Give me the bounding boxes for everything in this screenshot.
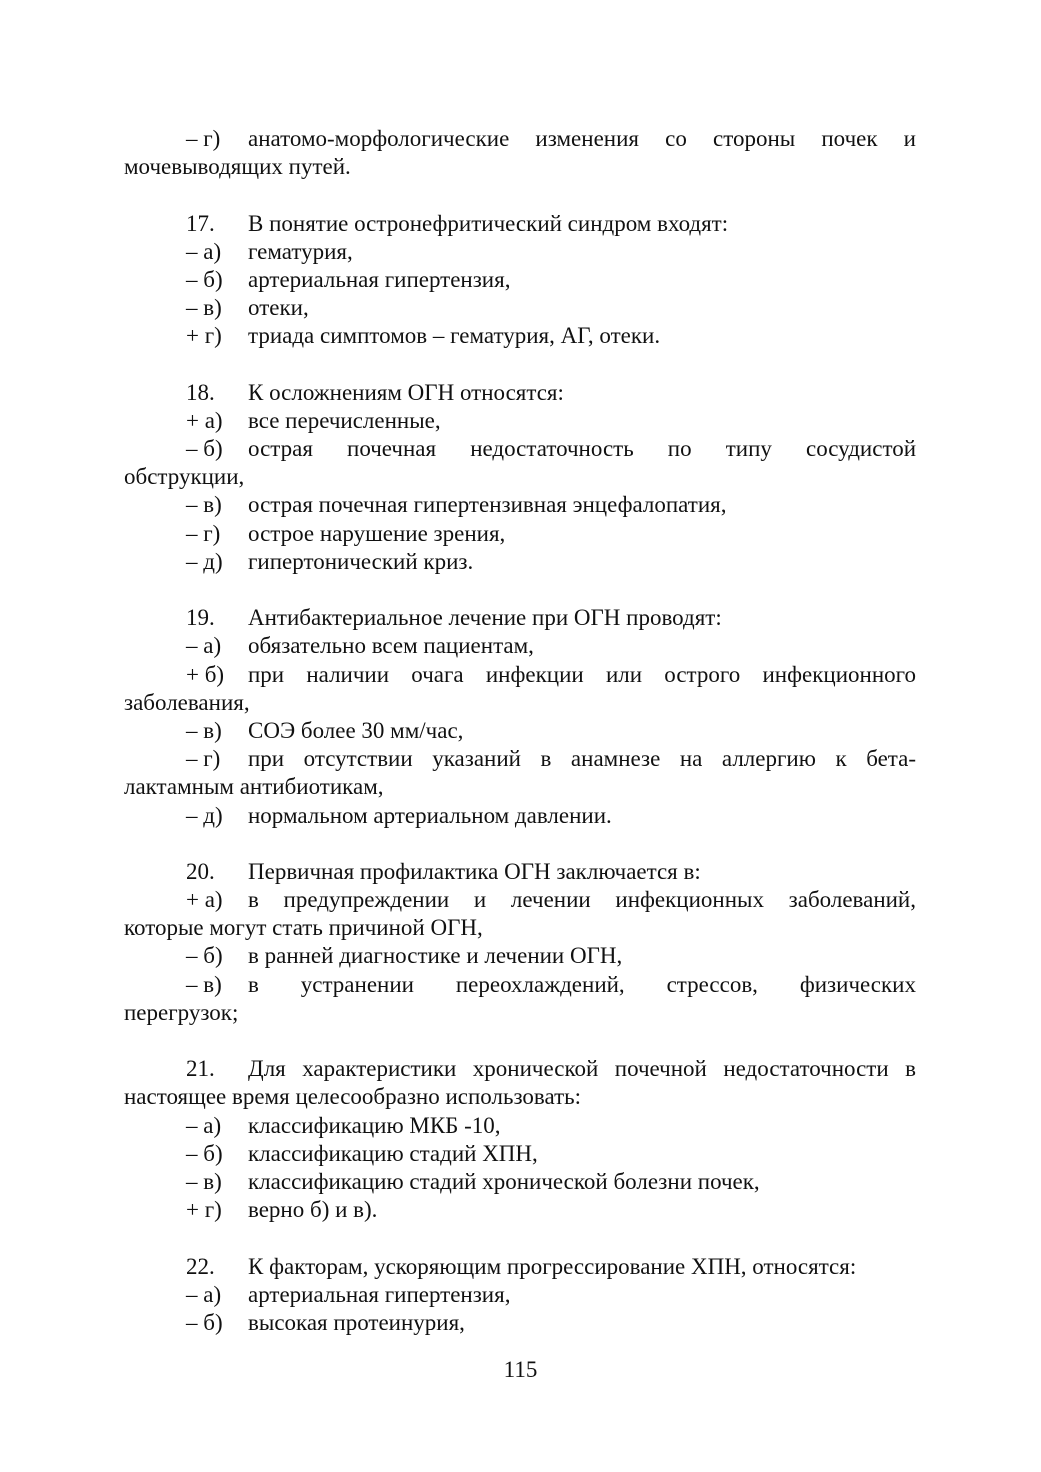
option-continuation: которые могут стать причиной ОГН, <box>124 915 483 941</box>
option-line <box>124 548 916 576</box>
option-marker: – г) <box>186 746 221 772</box>
option-marker: – г) <box>186 126 221 151</box>
option-continuation: обструкции, <box>124 464 245 490</box>
option-text: классификацию МКБ -10, <box>248 1112 501 1138</box>
option-continuation: перегрузок; <box>124 999 239 1025</box>
question-17 <box>124 210 916 238</box>
option-marker: – в) <box>186 295 222 321</box>
option-line <box>124 802 916 830</box>
option-marker: – б) <box>186 436 223 462</box>
option-text: высокая протеинурия, <box>248 1309 465 1335</box>
question-text: К факторам, ускоряющим прогрессирование ХПН, относятся: <box>248 1253 857 1279</box>
option-line <box>124 1309 916 1337</box>
option-line <box>124 1281 916 1309</box>
option-line <box>124 632 916 660</box>
option-text: в ранней диагностике и лечении ОГН, <box>248 943 623 969</box>
option-marker: + а) <box>186 407 223 433</box>
option-text: артериальная гипертензия, <box>248 266 511 292</box>
option-text: острая почечная недостаточность по типу сосудистой <box>248 436 916 462</box>
option-line <box>124 971 916 999</box>
question-19 <box>124 604 916 632</box>
question-text: В понятие остронефритический синдром входят: <box>248 210 729 236</box>
option-marker: – д) <box>186 548 223 574</box>
question-number: 21. <box>186 1056 215 1082</box>
option-marker: – а) <box>186 1281 222 1307</box>
option-line <box>124 1196 916 1224</box>
option-marker: – а) <box>186 1112 222 1138</box>
question-number: 20. <box>186 858 215 884</box>
question-number: 17. <box>186 210 215 236</box>
option-marker: – д) <box>186 802 223 828</box>
option-text: верно б) и в). <box>248 1197 378 1223</box>
option-text: острое нарушение зрения, <box>248 520 506 546</box>
option-line <box>124 661 916 689</box>
option-text: все перечисленные, <box>248 407 441 433</box>
option-text: в предупреждении и лечении инфекционных заболеваний, <box>248 887 916 913</box>
option-marker: + г) <box>186 1197 222 1223</box>
question-number: 18. <box>186 379 215 405</box>
option-marker: – б) <box>186 266 223 292</box>
option-line <box>124 407 916 435</box>
question-number: 22. <box>186 1253 215 1279</box>
option-line <box>124 266 916 294</box>
option-marker: – в) <box>186 971 222 997</box>
question-continuation: настоящее время целесообразно использовать: <box>124 1084 582 1110</box>
option-text: обязательно всем пациентам, <box>248 633 534 659</box>
option-text: классификацию стадий хронической болезни почек, <box>248 1168 760 1194</box>
option-marker: – а) <box>186 238 222 264</box>
question-text: Первичная профилактика ОГН заключается в: <box>248 858 701 884</box>
option-text: нормальном артериальном давлении. <box>248 802 612 828</box>
option-line <box>124 886 916 914</box>
question-21 <box>124 1055 916 1083</box>
option-text: при наличии очага инфекции или острого инфекционного <box>248 661 916 687</box>
option-line <box>124 322 916 350</box>
question-18 <box>124 379 916 407</box>
option-continuation: лактамным антибиотикам, <box>124 774 384 800</box>
option-marker: + г) <box>186 323 222 349</box>
option-marker: – в) <box>186 492 222 518</box>
prev-option-line <box>124 125 916 153</box>
option-text: при отсутствии указаний в анамнезе на аллергию к бета- <box>248 746 916 772</box>
page-number: 115 <box>503 1357 538 1382</box>
option-marker: – б) <box>186 1309 223 1335</box>
question-text: К осложнениям ОГН относятся: <box>248 379 564 405</box>
option-marker: + а) <box>186 887 223 913</box>
option-marker: – б) <box>186 943 223 969</box>
option-line <box>124 745 916 773</box>
option-line <box>124 1112 916 1140</box>
question-number: 19. <box>186 605 215 631</box>
option-text: классификацию стадий ХПН, <box>248 1140 538 1166</box>
option-text: артериальная гипертензия, <box>248 1281 511 1307</box>
option-line <box>124 717 916 745</box>
option-text: отеки, <box>248 295 309 321</box>
option-text: гематурия, <box>248 238 353 264</box>
page-content <box>124 125 916 1337</box>
option-line <box>124 520 916 548</box>
question-22 <box>124 1253 916 1281</box>
option-marker: – в) <box>186 717 222 743</box>
option-text: СОЭ более 30 мм/час, <box>248 717 464 743</box>
option-text: в устранении переохлаждений, стрессов, физических <box>248 971 916 997</box>
option-continuation: заболевания, <box>124 689 250 715</box>
option-marker: – г) <box>186 520 221 546</box>
question-20 <box>124 858 916 886</box>
question-text: Антибактериальное лечение при ОГН проводят: <box>248 605 722 631</box>
option-line <box>124 491 916 519</box>
option-line <box>124 942 916 970</box>
option-line <box>124 294 916 322</box>
option-line <box>124 1140 916 1168</box>
option-line <box>124 1168 916 1196</box>
question-text: Для характеристики хронической почечной недостаточности в <box>248 1056 916 1082</box>
option-marker: + б) <box>186 661 225 687</box>
option-marker: – в) <box>186 1168 222 1194</box>
option-line <box>124 238 916 266</box>
option-marker: – а) <box>186 633 222 659</box>
option-marker: – б) <box>186 1140 223 1166</box>
option-line <box>124 435 916 463</box>
option-text: острая почечная гипертензивная энцефалопатия, <box>248 492 727 518</box>
option-text: анатомо-морфологические изменения со стороны почек и <box>248 126 916 151</box>
option-text: гипертонический криз. <box>248 548 474 574</box>
option-continuation: мочевыводящих путей. <box>124 154 351 180</box>
option-text: триада симптомов – гематурия, АГ, отеки. <box>248 323 661 349</box>
